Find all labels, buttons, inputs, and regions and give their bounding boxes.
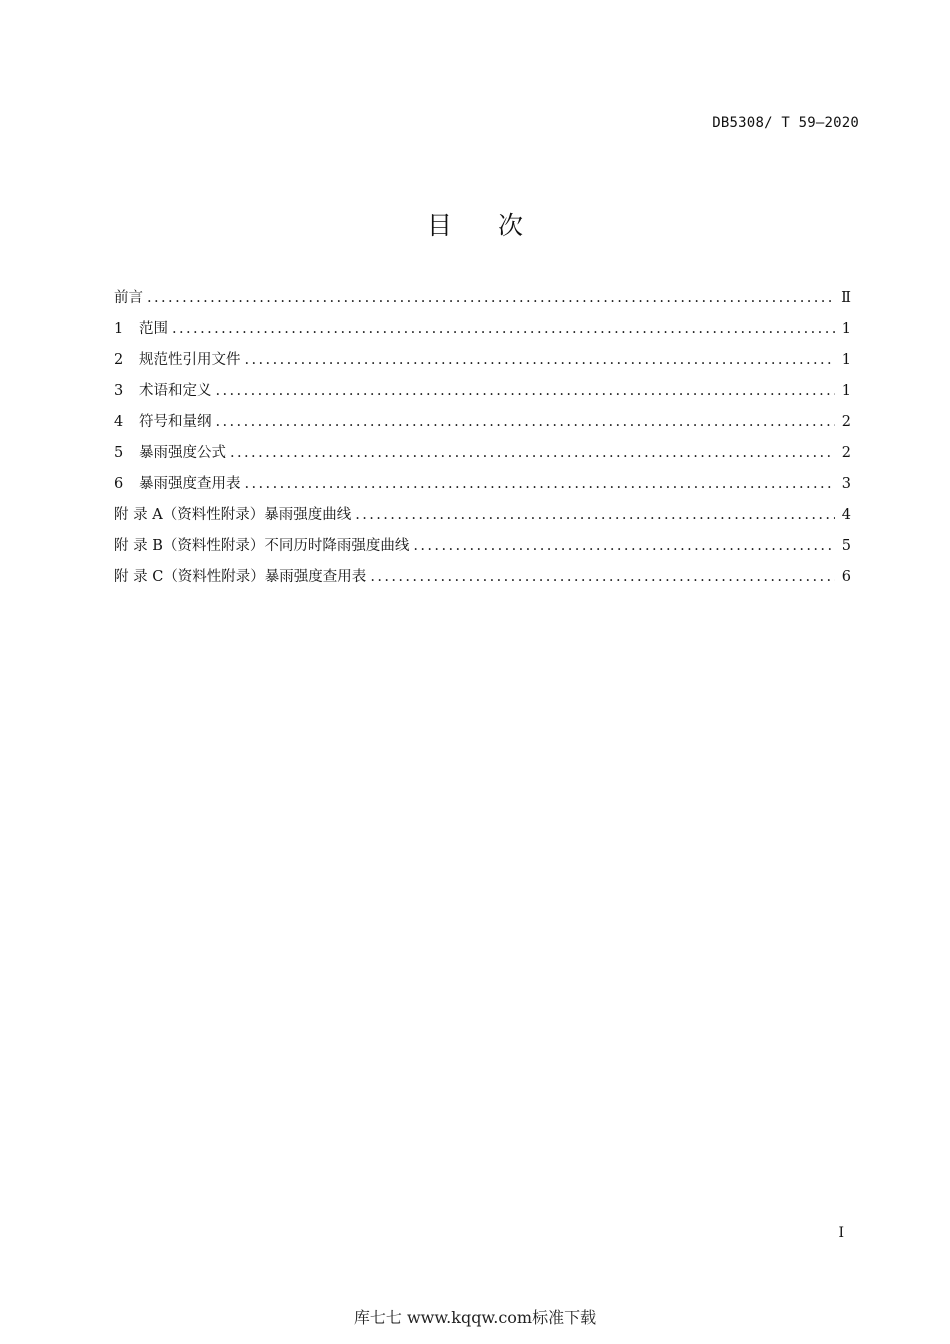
- toc-entry-page: 3: [841, 476, 851, 492]
- toc-entry-number: 1: [114, 321, 124, 337]
- toc-entry-label: 附 录 B（资料性附录）不同历时降雨强度曲线: [114, 538, 410, 554]
- toc-entry-page: 1: [841, 383, 851, 399]
- toc-entry-page: 1: [841, 321, 851, 337]
- toc-entry-number: 4: [114, 414, 124, 430]
- toc-leader-dots: [370, 566, 835, 588]
- toc-entry-appendix-c[interactable]: [114, 566, 851, 597]
- toc-entry-number: 3: [114, 383, 124, 399]
- toc-entry-appendix-a[interactable]: [114, 504, 851, 535]
- toc-entry-label: 暴雨强度查用表: [139, 476, 241, 492]
- toc-entry-page: Ⅱ: [841, 290, 851, 306]
- toc-entry-page: 4: [841, 507, 851, 523]
- toc-entry-page: 2: [841, 414, 851, 430]
- footer-watermark: 库七七 www.kqqw.com标准下载: [353, 1308, 597, 1327]
- toc-leader-dots: [230, 442, 835, 464]
- toc-entry-page: 5: [841, 538, 851, 554]
- toc-entry-number: 2: [114, 352, 124, 368]
- toc-entry-symbols-units[interactable]: [114, 411, 851, 442]
- toc-entry-label: 附 录 A（资料性附录）暴雨强度曲线: [114, 507, 352, 523]
- toc-leader-dots: [147, 287, 835, 309]
- page-title: [0, 206, 950, 242]
- toc-entry-page: 2: [841, 445, 851, 461]
- toc-entry-normative-references[interactable]: [114, 349, 851, 380]
- page-title-part1: 目: [426, 211, 452, 240]
- toc-entry-label: 暴雨强度公式: [139, 445, 226, 461]
- toc-entry-label: 规范性引用文件: [139, 352, 241, 368]
- toc-entry-number: 6: [114, 476, 124, 492]
- toc-entry-label: 符号和量纲: [139, 414, 212, 430]
- toc-entry-page: 1: [841, 352, 851, 368]
- toc-entry-rainstorm-table[interactable]: [114, 473, 851, 504]
- toc-entry-number: 5: [114, 445, 124, 461]
- table-of-contents: [114, 287, 851, 597]
- toc-leader-dots: [245, 473, 836, 495]
- document-code: DB5308/ T 59—2020: [712, 115, 859, 131]
- toc-leader-dots: [245, 349, 836, 371]
- toc-leader-dots: [216, 411, 836, 433]
- toc-entry-label: 前言: [114, 290, 143, 306]
- toc-entry-page: 6: [841, 569, 851, 585]
- toc-leader-dots: [413, 535, 835, 557]
- toc-entry-rainstorm-formula[interactable]: [114, 442, 851, 473]
- toc-entry-label: 术语和定义: [139, 383, 212, 399]
- toc-leader-dots: [216, 380, 836, 402]
- page-title-part2: 次: [498, 211, 524, 240]
- toc-leader-dots: [172, 318, 835, 340]
- page-number: I: [838, 1225, 844, 1241]
- toc-entry-label: 附 录 C（资料性附录）暴雨强度查用表: [114, 569, 367, 585]
- toc-entry-label: 范围: [139, 321, 168, 337]
- toc-entry-foreword[interactable]: [114, 287, 851, 318]
- toc-leader-dots: [355, 504, 835, 526]
- toc-entry-terms-definitions[interactable]: [114, 380, 851, 411]
- toc-entry-scope[interactable]: [114, 318, 851, 349]
- toc-entry-appendix-b[interactable]: [114, 535, 851, 566]
